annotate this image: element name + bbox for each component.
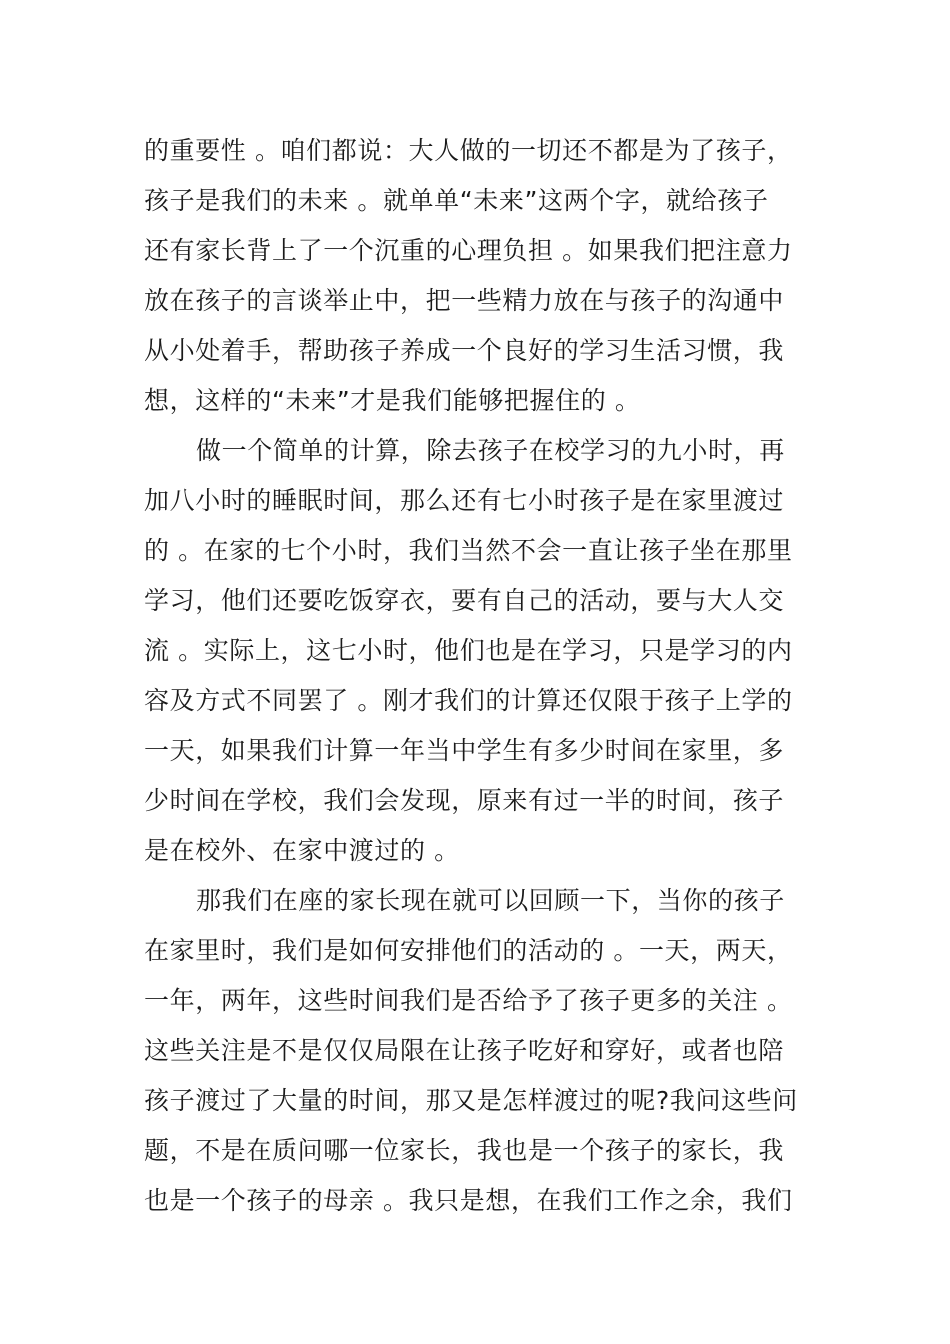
text-line: 放在孩子的言谈举止中，把一些精力放在与孩子的沟通中 [144, 286, 785, 315]
paragraph-first-line: 那我们在座的家长现在就可以回顾一下，当你的孩子 [196, 886, 785, 915]
text-line: 的 。在家的七个小时，我们当然不会一直让孩子坐在那里 [144, 536, 793, 565]
text-line: 学习，他们还要吃饭穿衣，要有自己的活动，要与大人交 [144, 586, 785, 615]
text-line: 孩子渡过了大量的时间，那又是怎样渡过的呢?我问这些问 [144, 1086, 798, 1115]
text-line: 也是一个孩子的母亲 。我只是想，在我们工作之余，我们 [144, 1186, 793, 1215]
text-line: 加八小时的睡眠时间，那么还有七小时孩子是在家里渡过 [144, 486, 785, 515]
text-line: 从小处着手，帮助孩子养成一个良好的学习生活习惯，我 [144, 336, 785, 365]
text-line: 这些关注是不是仅仅局限在让孩子吃好和穿好，或者也陪 [144, 1036, 785, 1065]
text-line: 少时间在学校，我们会发现，原来有过一半的时间，孩子 [144, 786, 785, 815]
body-text [144, 126, 814, 1226]
text-line: 一天，如果我们计算一年当中学生有多少时间在家里，多 [144, 736, 785, 765]
paragraph-first-line: 做一个简单的计算，除去孩子在校学习的九小时，再 [196, 436, 785, 465]
text-line: 孩子是我们的未来 。就单单“未来”这两个字，就给孩子 [144, 186, 769, 215]
text-line: 题，不是在质问哪一位家长，我也是一个孩子的家长，我 [144, 1136, 785, 1165]
text-line: 在家里时，我们是如何安排他们的活动的 。一天，两天， [144, 936, 793, 965]
text-line: 一年，两年，这些时间我们是否给予了孩子更多的关注 。 [144, 986, 793, 1015]
text-line: 容及方式不同罢了 。刚才我们的计算还仅限于孩子上学的 [144, 686, 793, 715]
text-line: 是在校外、在家中渡过的 。 [144, 836, 460, 865]
text-line: 流 。实际上，这七小时，他们也是在学习，只是学习的内 [144, 636, 793, 665]
text-line: 还有家长背上了一个沉重的心理负担 。如果我们把注意力 [144, 236, 793, 265]
text-line: 想，这样的“未来”才是我们能够把握住的 。 [144, 386, 641, 415]
text-line: 的重要性 。咱们都说：大人做的一切还不都是为了孩子， [144, 136, 793, 165]
